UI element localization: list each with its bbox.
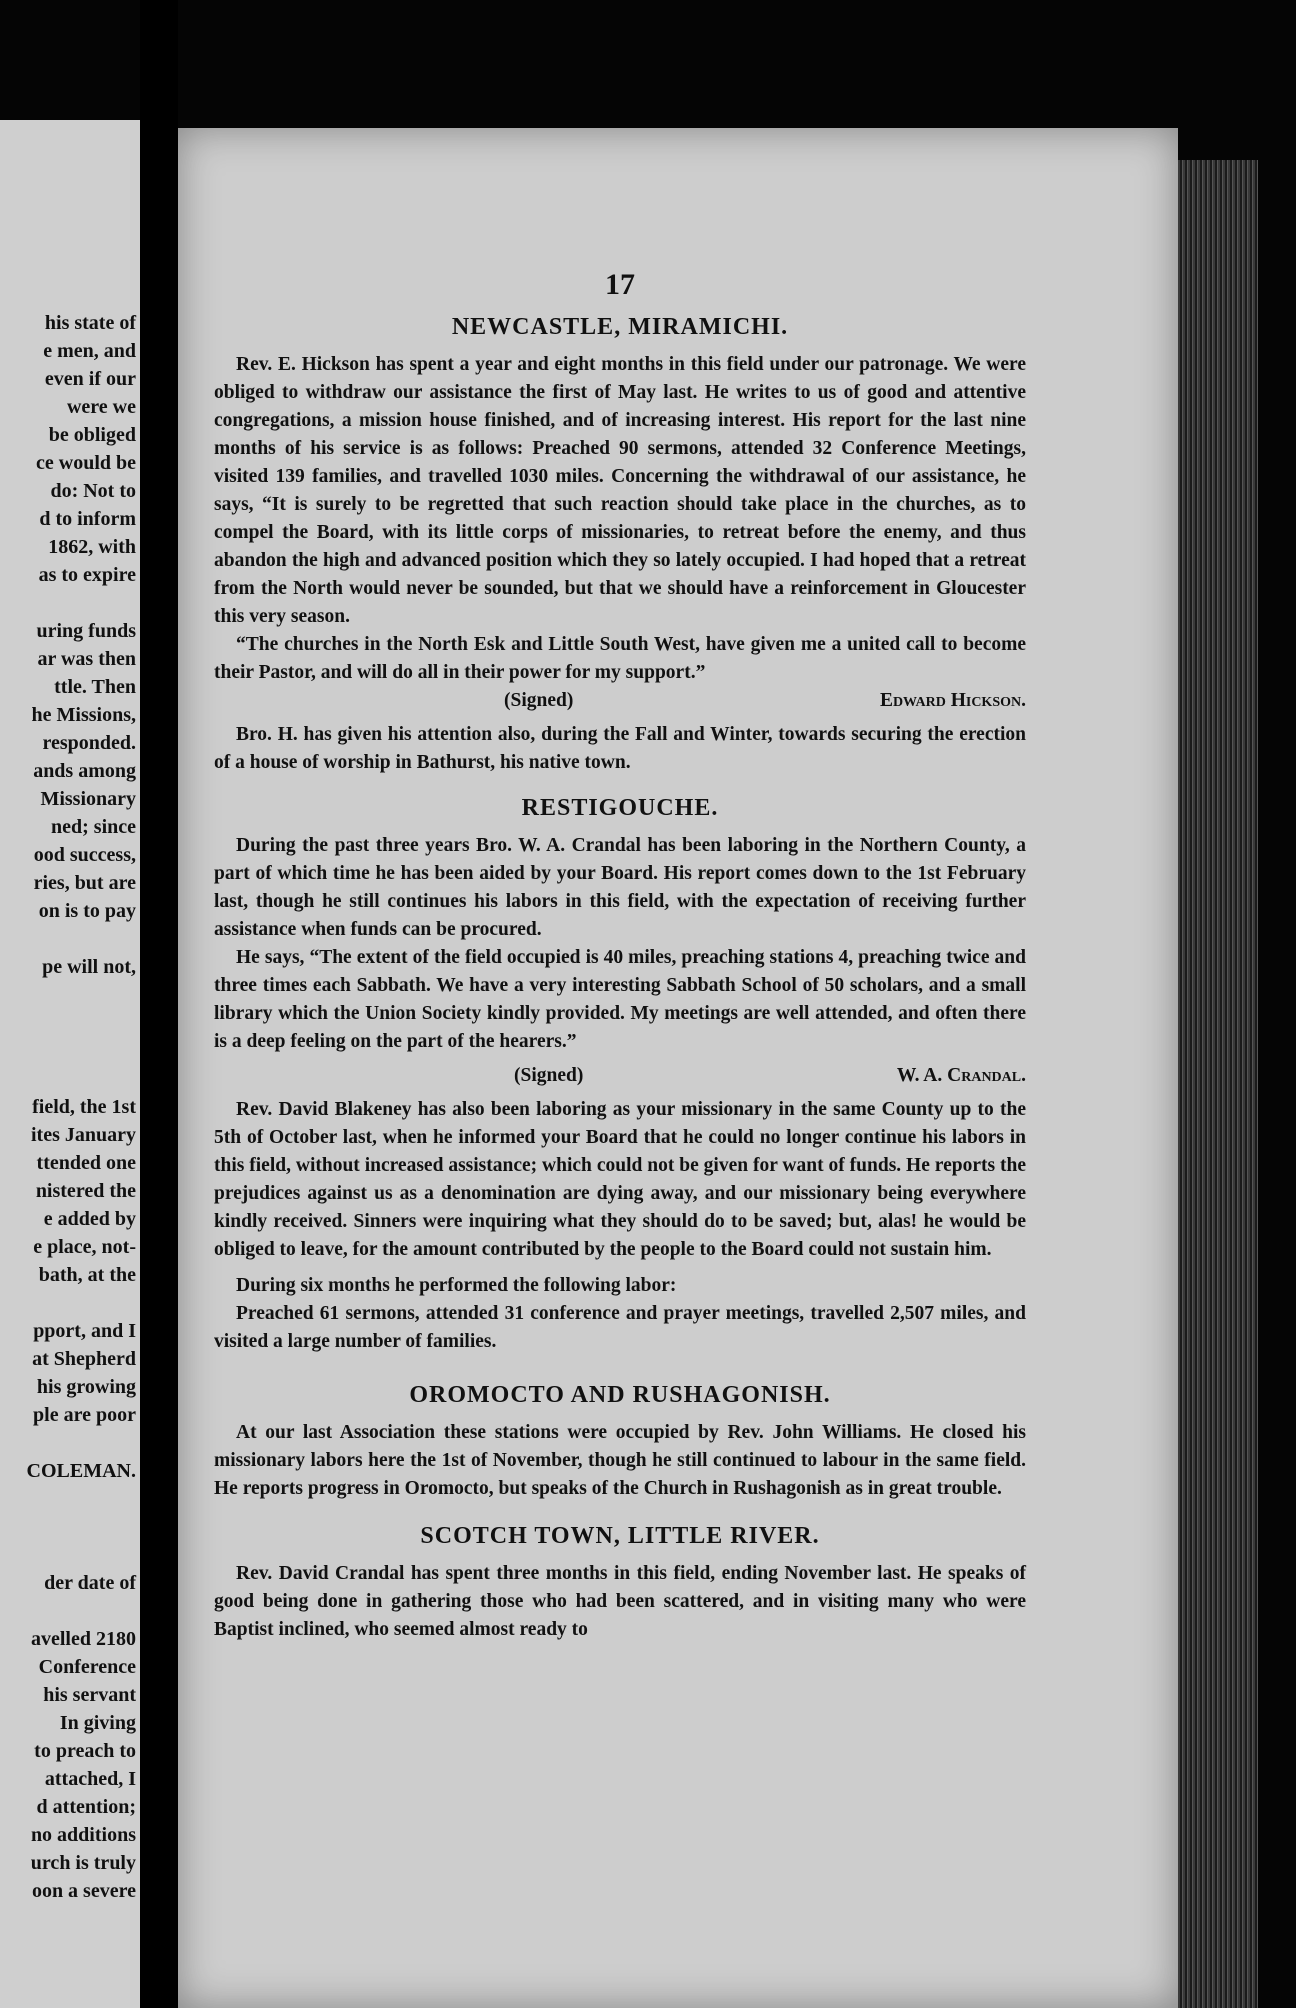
- left-page-line: urch is truly: [30, 1852, 136, 1874]
- signature-line: [214, 1062, 1026, 1090]
- left-page-line: ood success,: [33, 844, 136, 866]
- section-scotch-town: [214, 1523, 1026, 1644]
- left-page-line: In giving: [59, 1712, 136, 1734]
- left-page-line: oon a severe: [31, 1880, 136, 1902]
- left-page-line: d to inform: [39, 508, 136, 530]
- left-page-line: ands among: [33, 760, 136, 782]
- section-title: NEWCASTLE, MIRAMICHI.: [451, 314, 789, 340]
- signer-name: Edward Hickson.: [879, 690, 1026, 711]
- left-page-line: as to expire: [38, 564, 136, 586]
- page-content: [214, 268, 1026, 1644]
- signature-line: [214, 687, 1026, 715]
- left-page-fragment: [0, 120, 140, 2008]
- signed-label: (Signed): [514, 1065, 584, 1086]
- left-page-line: he Missions,: [31, 704, 136, 726]
- left-page-line: his servant: [43, 1684, 136, 1706]
- section-title: SCOTCH TOWN, LITTLE RIVER.: [420, 1523, 820, 1549]
- left-page-line: ttle. Then: [54, 676, 136, 698]
- left-page-line: attached, I: [44, 1768, 136, 1790]
- left-page-line: on is to pay: [38, 900, 136, 922]
- left-page-line: be obliged: [48, 424, 136, 446]
- left-page-line: pport, and I: [33, 1320, 136, 1342]
- left-page-line: COLEMAN.: [26, 1460, 136, 1482]
- signed-label: (Signed): [504, 690, 574, 711]
- page-edges: [1178, 160, 1258, 2008]
- left-page-line: ned; since: [51, 816, 136, 838]
- right-page: [178, 128, 1178, 2008]
- left-page-line: 1862, with: [48, 536, 136, 558]
- left-page-line: Missionary: [40, 788, 136, 810]
- left-page-line: his growing: [36, 1376, 136, 1398]
- left-page-line: uring funds: [36, 620, 136, 642]
- left-page-line: at Shepherd: [32, 1348, 136, 1370]
- left-page-line: ites January: [31, 1124, 136, 1146]
- left-page-line: ple are poor: [33, 1404, 136, 1426]
- section-oromocto: [214, 1382, 1026, 1503]
- left-page-line: do: Not to: [50, 480, 136, 502]
- left-page-line: e added by: [43, 1208, 136, 1230]
- left-page-line: Conference: [38, 1656, 136, 1678]
- left-page-line: pe will not,: [42, 956, 136, 978]
- left-page-line: ce would be: [36, 452, 136, 474]
- section-newcastle: [214, 314, 1026, 777]
- paragraph: During six months he performed the following labor:: [236, 1275, 677, 1296]
- left-page-line: avelled 2180: [31, 1628, 136, 1650]
- paragraph: He says, “The extent of the field occupied is 40 miles, preaching stations 4, preaching twice and three times each Sabbath. We have a very interesting Sabbath School of 50 scholars, and a small library which the Union Society kindly provided. My meetings are well attended, and often there is a deep feeling on the part of the hearers.”: [214, 947, 1026, 1052]
- section-restigouche: [214, 795, 1026, 1356]
- left-page-line: to preach to: [34, 1740, 136, 1762]
- left-page-line: field, the 1st: [32, 1096, 136, 1118]
- paragraph: Bro. H. has given his attention also, during the Fall and Winter, towards securing the erection of a house of worship in Bathurst, his native town.: [214, 724, 1026, 773]
- book-gutter: [140, 0, 178, 2008]
- paragraph: Rev. David Crandal has spent three months in this field, ending November last. He speaks of good being done in gathering those who had been scattered, and in visiting many who were Baptist inclined, who seemed almost ready to: [214, 1563, 1026, 1640]
- left-page-line: der date of: [44, 1572, 136, 1594]
- left-page-line: were we: [66, 396, 136, 418]
- paragraph: Preached 61 sermons, attended 31 conference and prayer meetings, travelled 2,507 miles, and visited a large number of families.: [214, 1303, 1026, 1352]
- left-page-line: ries, but are: [33, 872, 136, 894]
- page-number: 17: [605, 268, 635, 301]
- section-title: RESTIGOUCHE.: [521, 795, 719, 821]
- signer-name: W. A. Crandal.: [896, 1065, 1026, 1086]
- left-page-line: ttended one: [36, 1152, 136, 1174]
- left-page-line: even if our: [44, 368, 136, 390]
- left-page-line: bath, at the: [38, 1264, 136, 1286]
- left-page-line: e men, and: [43, 340, 136, 362]
- left-page-line: responded.: [42, 732, 136, 754]
- paragraph: During the past three years Bro. W. A. Crandal has been laboring in the Northern County, a part of which time he has been aided by your Board. His report comes down to the 1st February last, though he still continues his labors in this field, with the expectation of receiving further assistance when funds can be procured.: [214, 835, 1026, 940]
- paragraph: At our last Association these stations were occupied by Rev. John Williams. He closed his missionary labors here the 1st of November, though he still continued to labour in the same field. He reports progress in Oromocto, but speaks of the Church in Rushagonish as in great trouble.: [214, 1422, 1026, 1499]
- paragraph: “The churches in the North Esk and Little South West, have given me a united call to become their Pastor, and will do all in their power for my support.”: [214, 634, 1026, 683]
- left-page-line: e place, not-: [33, 1236, 136, 1258]
- paragraph: Rev. E. Hickson has spent a year and eight months in this field under our patronage. We were obliged to withdraw our assistance the first of May last. He writes to us of good and attentive congregations, a mission house finished, and of increasing interest. His report for the last nine months of his service is as follows: Preached 90 sermons, attended 32 Conference Meetings, visited 139 families, and travelled 1030 miles. Concerning the withdrawal of our assistance, he says, “It is surely to be regretted that such reaction should take place in the churches, as to compel the Board, with its little corps of missionaries, to retreat before the enemy, and thus abandon the high and advanced position which they so lately occupied. I had hoped that a retreat from the North would never be sounded, but that we should have a reinforcement in Gloucester this very season.: [214, 354, 1026, 627]
- left-page-line: his state of: [44, 312, 136, 334]
- left-page-line: nistered the: [35, 1180, 136, 1202]
- paragraph: Rev. David Blakeney has also been laboring as your missionary in the same County up to the 5th of October last, when he informed your Board that he could no longer continue his labors in this field, without increased assistance; which could not be given for want of funds. He reports the prejudices against us as a denomination are dying away, and our missionary being everywhere kindly received. Sinners were inquiring what they should do to be saved; but, alas! he would be obliged to leave, for the amount contributed by the people to the Board could not sustain him.: [214, 1099, 1026, 1260]
- section-title: OROMOCTO AND RUSHAGONISH.: [409, 1382, 831, 1408]
- left-page-line: ar was then: [37, 648, 136, 670]
- left-page-line: d attention;: [36, 1796, 136, 1818]
- left-page-line: no additions: [30, 1824, 136, 1846]
